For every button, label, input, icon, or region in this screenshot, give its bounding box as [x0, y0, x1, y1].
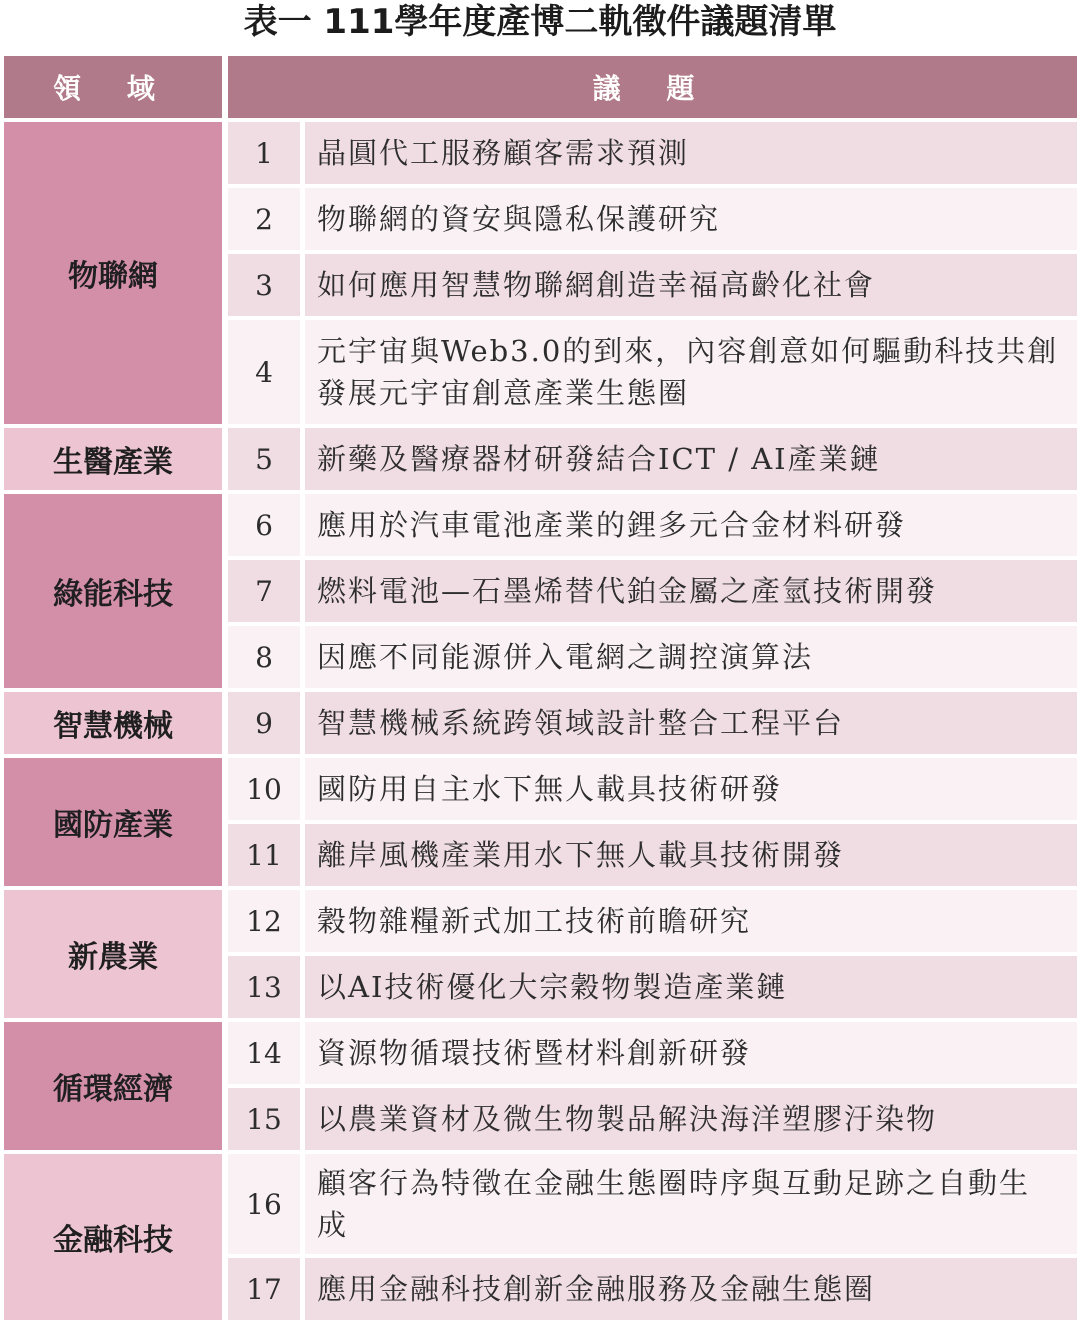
- header-row: [4, 56, 1077, 118]
- domain-cell: 新農業: [4, 890, 222, 1018]
- topic-text: 以AI技術優化大宗穀物製造產業鏈: [305, 956, 1077, 1018]
- table-row: [4, 890, 1077, 952]
- table-row: [4, 1022, 1077, 1084]
- table-title: 表一 111學年度產博二軌徵件議題清單: [243, 2, 837, 42]
- domain-cell: 物聯網: [4, 122, 222, 424]
- topic-text: 離岸風機產業用水下無人載具技術開發: [305, 824, 1077, 886]
- table-row: [4, 1154, 1077, 1254]
- topic-text: 顧客行為特徵在金融生態圈時序與互動足跡之自動生成: [305, 1154, 1077, 1254]
- table-row: [4, 428, 1077, 490]
- item-number: 5: [228, 428, 300, 490]
- topic-text: 智慧機械系統跨領域設計整合工程平台: [305, 692, 1077, 754]
- topic-text: 燃料電池—石墨烯替代鉑金屬之產氫技術開發: [305, 560, 1077, 622]
- topic-text: 穀物雜糧新式加工技術前瞻研究: [305, 890, 1077, 952]
- item-number: 14: [228, 1022, 300, 1084]
- domain-header: 領 域: [4, 56, 222, 118]
- item-number: 16: [228, 1154, 300, 1254]
- topic-header: 議 題: [228, 56, 1077, 118]
- item-number: 13: [228, 956, 300, 1018]
- topic-text: 應用於汽車電池產業的鋰多元合金材料研發: [305, 494, 1077, 556]
- topic-text: 以農業資材及微生物製品解決海洋塑膠汙染物: [305, 1088, 1077, 1150]
- topic-text: 物聯網的資安與隱私保護研究: [305, 188, 1077, 250]
- topic-text: 國防用自主水下無人載具技術研發: [305, 758, 1077, 820]
- item-number: 10: [228, 758, 300, 820]
- domain-cell: 國防產業: [4, 758, 222, 886]
- topics-table: [4, 52, 1077, 1324]
- table-row: [4, 692, 1077, 754]
- domain-cell: 綠能科技: [4, 494, 222, 688]
- table-row: [4, 494, 1077, 556]
- item-number: 2: [228, 188, 300, 250]
- item-number: 8: [228, 626, 300, 688]
- item-number: 15: [228, 1088, 300, 1150]
- topic-text: 資源物循環技術暨材料創新研發: [305, 1022, 1077, 1084]
- table-row: [4, 122, 1077, 184]
- domain-cell: 循環經濟: [4, 1022, 222, 1150]
- item-number: 4: [228, 320, 300, 424]
- topic-text: 新藥及醫療器材研發結合ICT / AI產業鏈: [305, 428, 1077, 490]
- topic-text: 應用金融科技創新金融服務及金融生態圈: [305, 1258, 1077, 1320]
- item-number: 7: [228, 560, 300, 622]
- table-row: [4, 758, 1077, 820]
- topic-text: 如何應用智慧物聯網創造幸福高齡化社會: [305, 254, 1077, 316]
- domain-cell: 智慧機械: [4, 692, 222, 754]
- domain-cell: 金融科技: [4, 1154, 222, 1320]
- topic-text: 元宇宙與Web3.0的到來，內容創意如何驅動科技共創發展元宇宙創意產業生態圈: [305, 320, 1077, 424]
- topic-text: 因應不同能源併入電網之調控演算法: [305, 626, 1077, 688]
- item-number: 3: [228, 254, 300, 316]
- item-number: 17: [228, 1258, 300, 1320]
- item-number: 12: [228, 890, 300, 952]
- item-number: 1: [228, 122, 300, 184]
- item-number: 11: [228, 824, 300, 886]
- item-number: 9: [228, 692, 300, 754]
- item-number: 6: [228, 494, 300, 556]
- domain-cell: 生醫產業: [4, 428, 222, 490]
- topic-text: 晶圓代工服務顧客需求預測: [305, 122, 1077, 184]
